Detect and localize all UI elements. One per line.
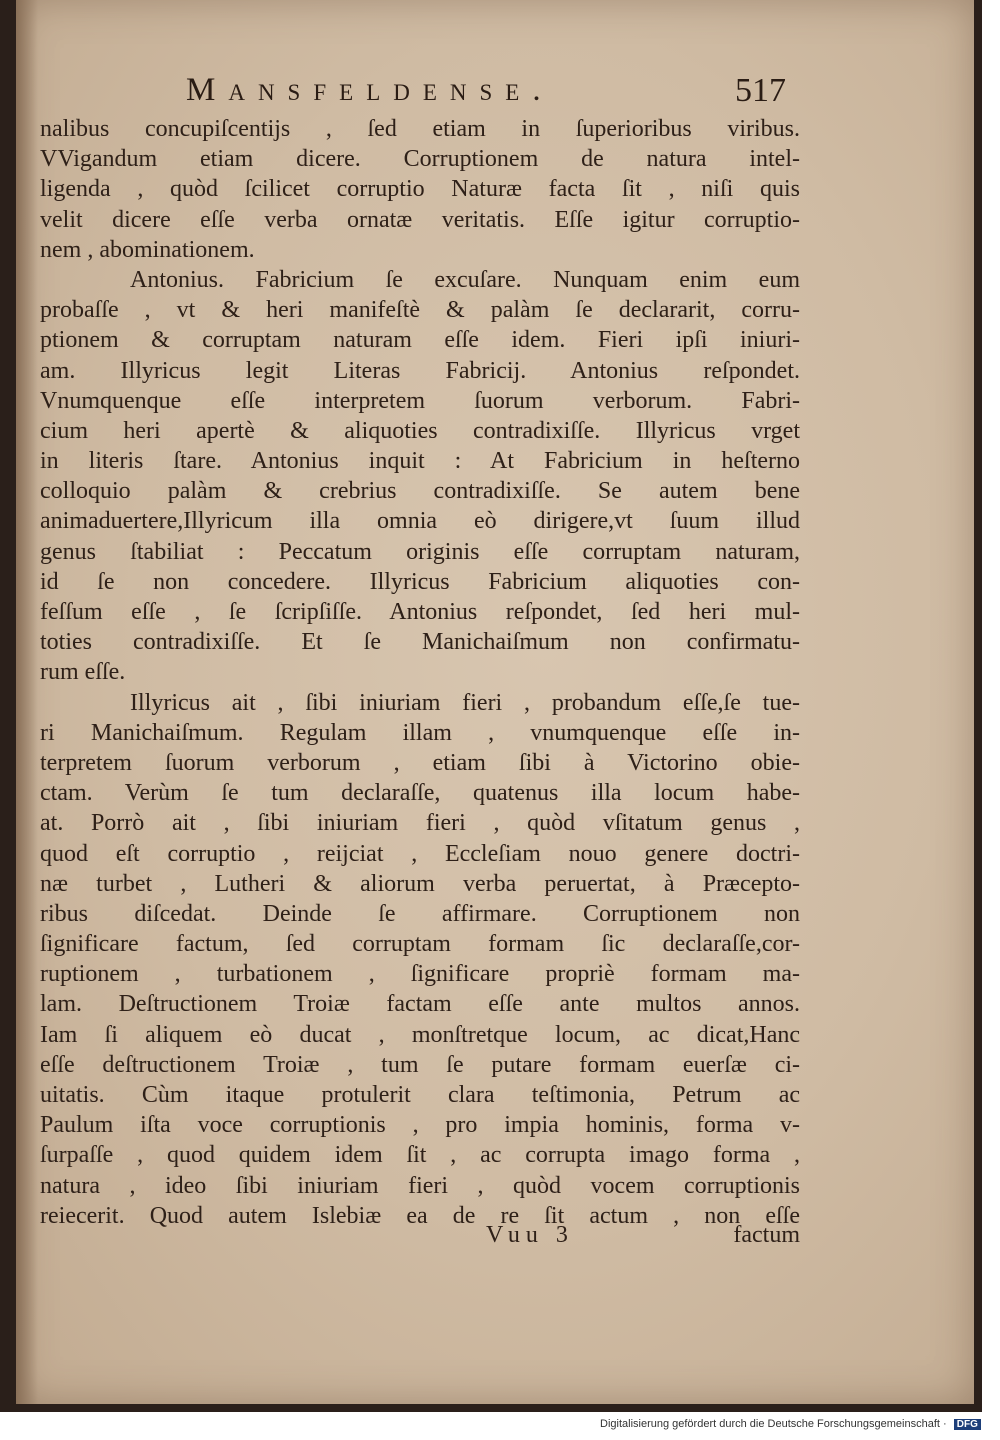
credit-text: Digitalisierung gefördert durch die Deutsche Forschungsgemeinschaft ·: [600, 1418, 947, 1430]
text-line: uitatis. Cùm itaque protulerit clara teſtimonia, Petrum ac: [40, 1082, 800, 1108]
page-number: 517: [735, 72, 786, 109]
text-line: velit dicere eſſe verba ornatæ veritatis. Eſſe igitur corruptio-: [40, 206, 800, 233]
text-line: næ turbet , Lutheri & aliorum verba peruertat, à Præcepto-: [40, 870, 800, 897]
digitization-credit: [600, 1418, 990, 1436]
text-line: Vnumquenque eſſe interpretem ſuorum verborum. Fabri-: [40, 387, 800, 414]
text-line: animaduertere,Illyricum illa omnia eò dirigere,vt ſuum illud: [40, 508, 800, 535]
book-page: [16, 0, 974, 1404]
text-line: ctam. Verùm ſe tum declaraſſe, quatenus illa locum habe-: [40, 780, 800, 807]
text-line: ribus diſcedat. Deinde ſe affirmare. Corruptionem non: [40, 900, 800, 927]
body-text: [40, 114, 800, 1231]
paragraph-start-line: Antonius. Fabricium ſe excuſare. Nunquam enim eum: [130, 266, 800, 293]
text-line: at. Porrò ait , ſibi iniuriam fieri , quòd vſitatum genus ,: [40, 810, 800, 837]
text-line: terpretem ſuorum verborum , etiam ſibi à Victorino obie-: [40, 749, 800, 776]
page-header: [186, 72, 786, 118]
text-line: feſſum eſſe , ſe ſcripſiſſe. Antonius reſpondet, ſed heri mul-: [40, 599, 800, 625]
running-head: Mansfeldense.: [186, 72, 554, 108]
text-line: in literis ſtare. Antonius inquit : At Fabricium in heſterno: [40, 448, 800, 475]
text-line: rum eſſe.: [40, 659, 126, 686]
text-line: ſurpaſſe , quod quidem idem ſit , ac corrupta imago forma ,: [40, 1142, 800, 1169]
text-line: natura , ideo ſibi iniuriam fieri , quòd vocem corruptionis: [40, 1172, 800, 1199]
text-line: cium heri apertè & aliquoties contradixiſſe. Illyricus vrget: [40, 417, 800, 444]
catchword: factum: [733, 1222, 800, 1248]
text-line: ri Manichaiſmum. Regulam illam , vnumquenque eſſe in-: [40, 719, 800, 746]
text-line: ligenda , quòd ſcilicet corruptio Naturæ facta ſit , niſi quis: [40, 176, 800, 203]
text-line: Paulum iſta voce corruptionis , pro impia hominis, forma v-: [40, 1112, 800, 1139]
text-line: nalibus concupiſcentijs , ſed etiam in ſuperioribus viribus.: [40, 116, 800, 142]
text-line: genus ſtabiliat : Peccatum originis eſſe corruptam naturam,: [40, 538, 800, 565]
text-line: eſſe deſtructionem Troiæ , tum ſe putare formam euerſæ ci-: [40, 1051, 800, 1078]
text-line: id ſe non concedere. Illyricus Fabricium aliquoties con-: [40, 568, 800, 595]
signature-mark: Vuu 3: [486, 1222, 574, 1248]
text-line: VVigandum etiam dicere. Corruptionem de natura intel-: [40, 146, 800, 173]
text-line: reiecerit. Quod autem Islebiæ ea de re ſit actum , non eſſe: [40, 1202, 800, 1229]
text-line: lam. Deſtructionem Troiæ factam eſſe ante multos annos.: [40, 991, 800, 1018]
text-line: probaſſe , vt & heri manifeſtè & palàm ſe declararit, corru-: [40, 297, 800, 324]
text-line: ruptionem , turbationem , ſignificare propriè formam ma-: [40, 961, 800, 988]
page-gutter-shadow: [16, 0, 38, 1404]
text-line: Iam ſi aliquem eò ducat , monſtretque locum, ac dicat,Hanc: [40, 1021, 800, 1048]
dfg-logo-icon: DFG: [954, 1419, 981, 1430]
page-footer: [486, 1222, 800, 1256]
text-line: ptionem & corruptam naturam eſſe idem. Fieri ipſi iniuri-: [40, 327, 800, 354]
text-line: am. Illyricus legit Literas Fabricij. Antonius reſpondet.: [40, 357, 800, 384]
paragraph-start-line: Illyricus ait , ſibi iniuriam fieri , probandum eſſe,ſe tue-: [130, 689, 800, 716]
text-line: ſignificare factum, ſed corruptam formam ſic declaraſſe,cor-: [40, 931, 800, 958]
text-line: colloquio palàm & crebrius contradixiſſe. Se autem bene: [40, 478, 800, 505]
text-line: quod eſt corruptio , reijciat , Eccleſiam nouo genere doctri-: [40, 840, 800, 867]
text-line: toties contradixiſſe. Et ſe Manichaiſmum non confirmatu-: [40, 629, 800, 656]
text-line: nem , abominationem.: [40, 236, 255, 263]
